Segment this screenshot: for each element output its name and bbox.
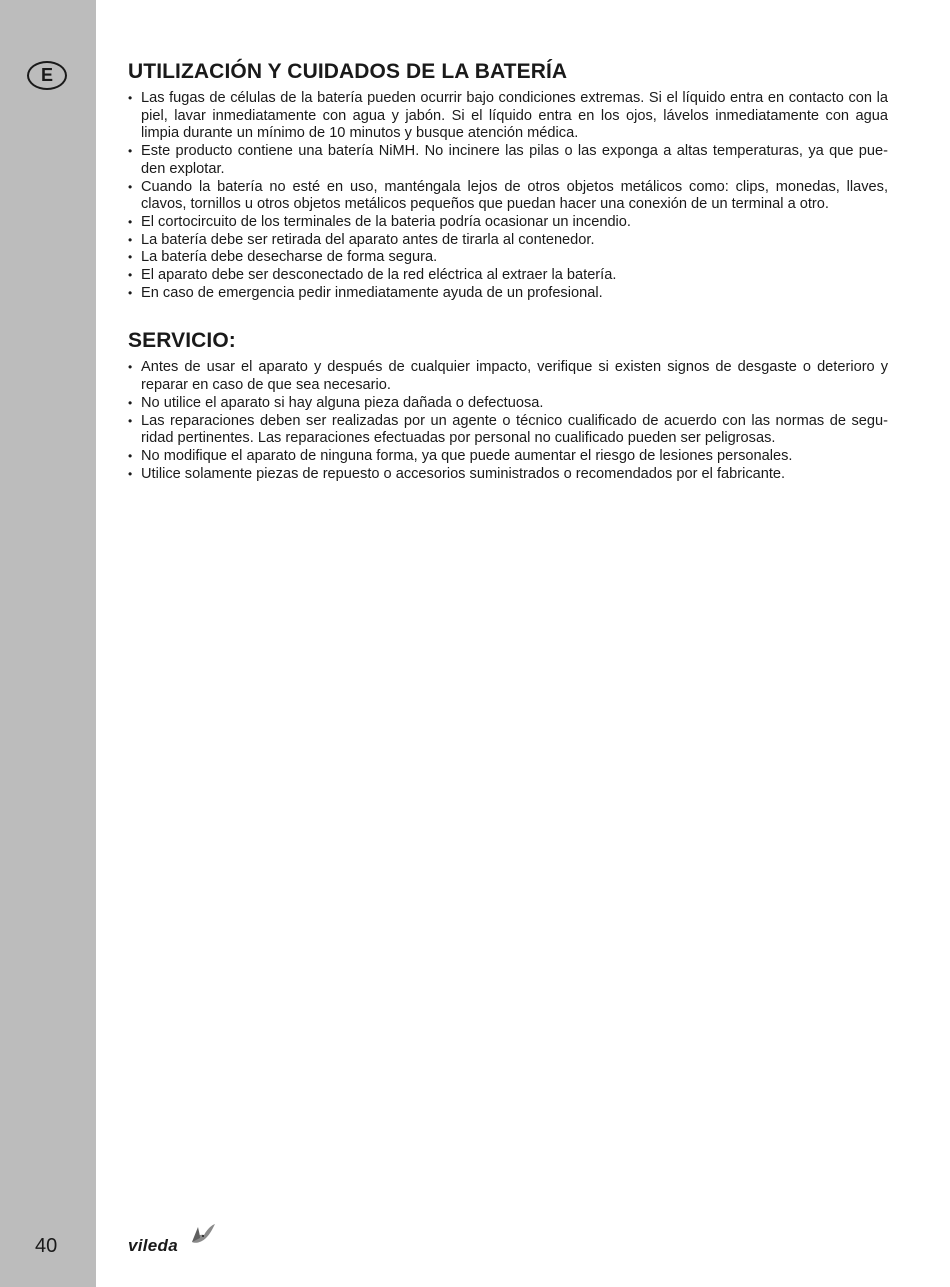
list-item: • Utilice solamente piezas de repuesto o accesorios suministrados o recomendados por el fabricante. [128, 466, 888, 484]
sidebar [0, 0, 96, 1287]
page-number: 40 [35, 1235, 58, 1257]
list-item: • El aparato debe ser desconectado de la red eléctrica al extraer la batería. [128, 267, 888, 285]
list-item: • La batería debe desecharse de forma segura. [128, 249, 888, 267]
section-battery [128, 60, 888, 302]
section-title: UTILIZACIÓN Y CUIDADOS DE LA BATERÍA [128, 60, 568, 83]
list-item: • No modifique el aparato de ninguna forma, ya que puede aumentar el riesgo de lesiones personales. [128, 448, 888, 466]
list-item: • Las reparaciones deben ser realizadas por un agente o técnico cualificado de acuerdo con las normas de segu-ridad pertinentes. Las reparaciones efectuadas por personal no cualificado pueden ser peligrosas. [128, 413, 888, 448]
section-title: SERVICIO: [128, 329, 236, 353]
main-content [128, 60, 888, 483]
list-item: • Las fugas de células de la batería pueden ocurrir bajo condiciones extremas. Si el líquido entra en contacto con la piel, lavar inmediatamente con agua y jabón. Si el líquido entra en los ojos, lávelos inmediatamente con agua limpia durante un mínimo de 10 minutos y busque atención médica. [128, 90, 888, 143]
list-item: • Antes de usar el aparato y después de cualquier impacto, verifique si existen signos de desgaste o deterioro y reparar en caso de que sea necesario. [128, 359, 888, 394]
language-badge: E [27, 61, 67, 90]
bullet-list [128, 90, 888, 302]
section-service [128, 329, 888, 483]
list-item: • Cuando la batería no esté en uso, manténgala lejos de otros objetos metálicos como: clips, monedas, llaves, clavos, tornillos u otros objetos metálicos pequeños que puedan hacer una conexión de un terminal a otro. [128, 179, 888, 214]
list-item: • La batería debe ser retirada del aparato antes de tirarla al contenedor. [128, 232, 888, 250]
list-item: • El cortocircuito de los terminales de la bateria podría ocasionar un incendio. [128, 214, 888, 232]
list-item: • No utilice el aparato si hay alguna pieza dañada o defectuosa. [128, 395, 888, 413]
bullet-list [128, 359, 888, 483]
bird-icon [186, 1222, 216, 1248]
list-item: • Este producto contiene una batería NiMH. No incinere las pilas o las exponga a altas temperaturas, ya que pue-den explotar. [128, 143, 888, 178]
list-item: • En caso de emergencia pedir inmediatamente ayuda de un profesional. [128, 285, 888, 303]
vileda-logo [128, 1222, 218, 1258]
logo-text: vileda [128, 1236, 178, 1255]
